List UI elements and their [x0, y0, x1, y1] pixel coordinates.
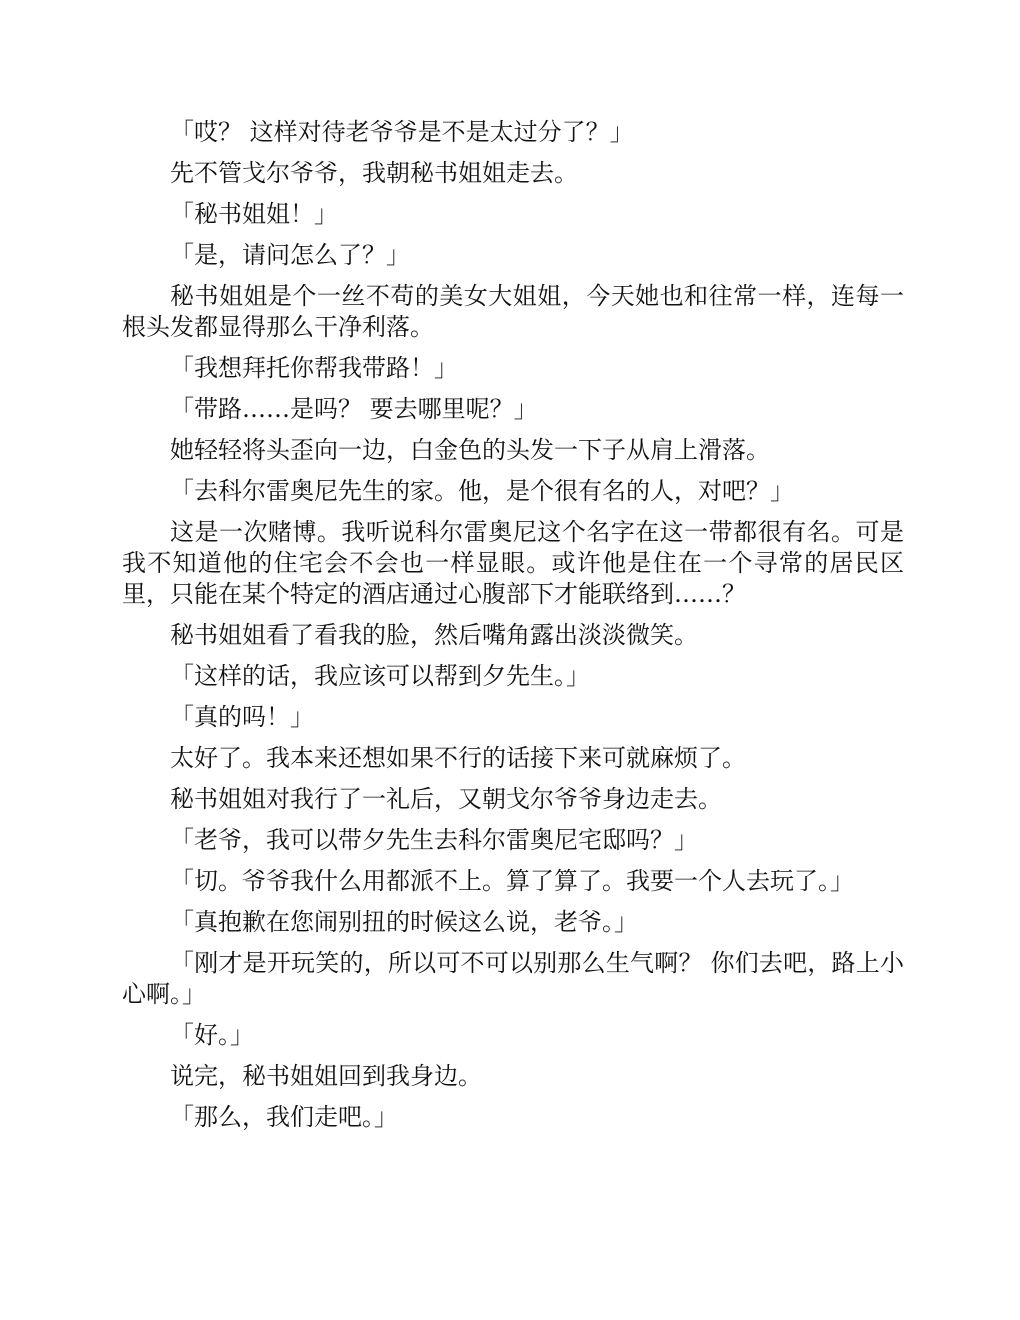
- paragraph: 「那么，我们走吧。」: [170, 1103, 398, 1131]
- paragraph: 「刚才是开玩笑的，所以可不可以别那么生气啊？ 你们去吧，路上小心啊。」: [122, 949, 904, 1008]
- paragraph: 秘书姐姐对我行了一礼后，又朝戈尔爷爷身边走去。: [170, 785, 722, 813]
- paragraph: 「好。」: [170, 1021, 254, 1049]
- paragraph: 「秘书姐姐！」: [170, 200, 338, 228]
- paragraph: 太好了。我本来还想如果不行的话接下来可就麻烦了。: [170, 744, 746, 772]
- paragraph: 「去科尔雷奥尼先生的家。他，是个很有名的人，对吧？」: [170, 477, 794, 505]
- paragraph: 「带路……是吗？ 要去哪里呢？」: [170, 395, 538, 423]
- paragraph: 「我想拜托你帮我带路！」: [170, 354, 458, 382]
- paragraph: 她轻轻将头歪向一边，白金色的头发一下子从肩上滑落。: [170, 436, 770, 464]
- paragraph: 「这样的话，我应该可以帮到夕先生。」: [170, 662, 590, 690]
- paragraph: 「老爷，我可以带夕先生去科尔雷奥尼宅邸吗？」: [170, 826, 698, 854]
- paragraph: 这是一次赌博。我听说科尔雷奥尼这个名字在这一带都很有名。可是我不知道他的住宅会不会也一样显眼。或许他是住在一个寻常的居民区里，只能在某个特定的酒店通过心腹部下才能联络到……？: [122, 518, 904, 608]
- paragraph: 秘书姐姐是个一丝不苟的美女大姐姐，今天她也和往常一样，连每一根头发都显得那么干净利落。: [122, 282, 904, 341]
- paragraph: 「哎？ 这样对待老爷爷是不是太过分了？」: [170, 118, 634, 146]
- paragraph: 「真的吗！」: [170, 703, 314, 731]
- paragraph: 「是，请问怎么了？」: [170, 241, 410, 269]
- paragraph: 「真抱歉在您闹别扭的时候这么说，老爷。」: [170, 908, 638, 936]
- paragraph: 先不管戈尔爷爷，我朝秘书姐姐走去。: [170, 159, 578, 187]
- paragraph: 「切。爷爷我什么用都派不上。算了算了。我要一个人去玩了。」: [170, 867, 854, 895]
- document-body: [122, 117, 904, 1143]
- paragraph: 秘书姐姐看了看我的脸，然后嘴角露出淡淡微笑。: [170, 621, 698, 649]
- paragraph: 说完，秘书姐姐回到我身边。: [170, 1062, 482, 1090]
